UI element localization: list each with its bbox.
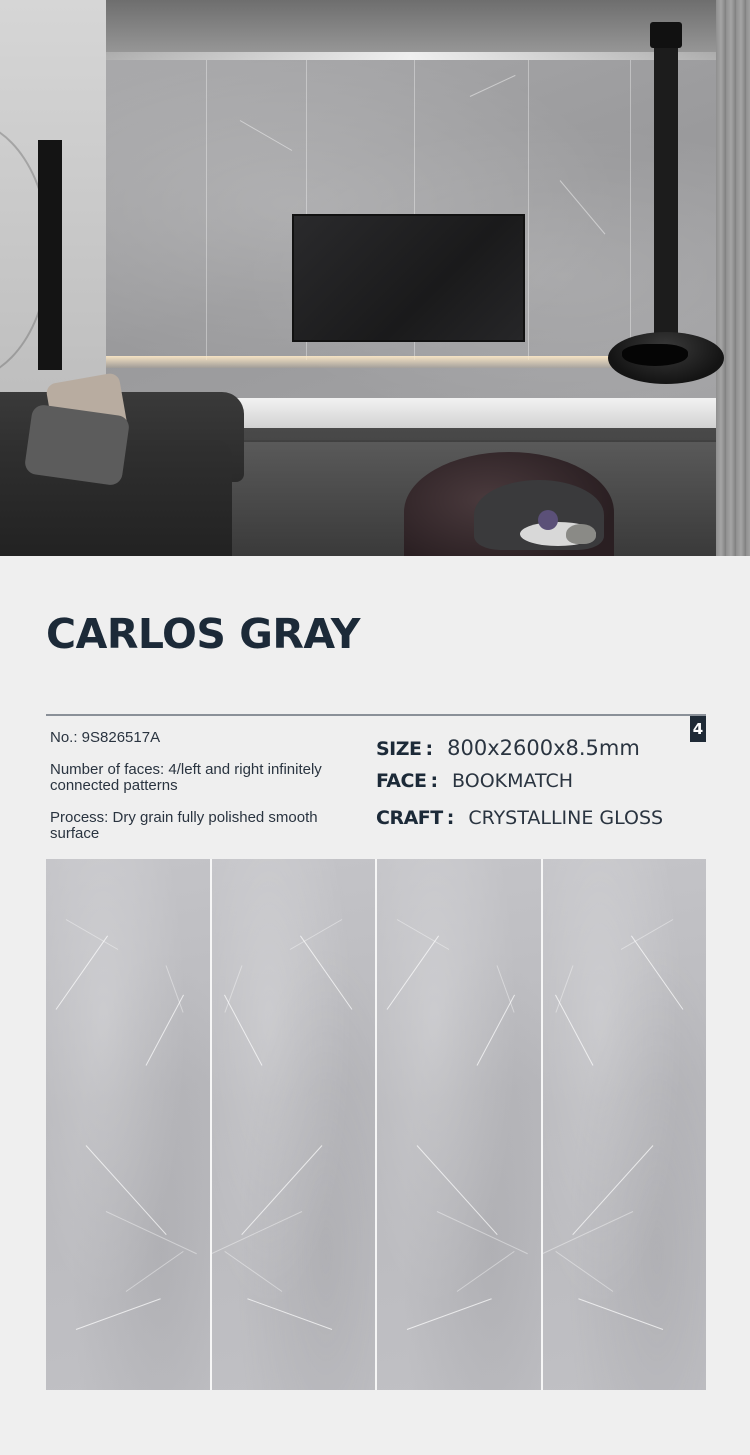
marble-vein <box>578 1298 663 1330</box>
spec-size <box>376 736 640 760</box>
marble-vein <box>630 935 682 1009</box>
spec-size-separator: : <box>425 738 434 760</box>
marble-vein <box>555 995 593 1066</box>
wall-art <box>38 140 62 370</box>
marble-vein <box>497 965 515 1012</box>
spec-face-separator: : <box>430 770 439 792</box>
marble-vein <box>620 919 672 950</box>
product-number: No.: 9S826517A <box>50 729 161 746</box>
marble-vein <box>397 919 449 950</box>
marble-slab-panel <box>543 859 707 1390</box>
marble-vein <box>66 919 118 950</box>
marble-vein <box>76 1298 161 1330</box>
spec-craft <box>376 807 663 829</box>
number-of-faces: Number of faces: 4/left and right infinitely connected patterns <box>50 761 322 794</box>
marble-vein <box>477 995 515 1066</box>
fireplace-cap <box>650 22 682 48</box>
spec-craft-value: CRYSTALLINE GLOSS <box>468 807 664 829</box>
process-description: Process: Dry grain fully polished smooth surface <box>50 809 318 842</box>
ceiling-light <box>100 52 720 60</box>
marble-slab-panel <box>46 859 210 1390</box>
marble-vein <box>457 1251 515 1292</box>
marble-vein <box>299 935 351 1009</box>
spec-face-label: FACE <box>376 770 427 792</box>
wall-seam <box>630 60 631 360</box>
page-number-badge: 4 <box>690 716 706 742</box>
marble-vein <box>166 965 184 1012</box>
marble-vein <box>247 1298 332 1330</box>
marble-vein <box>224 965 242 1012</box>
marble-vein <box>224 995 262 1066</box>
spec-face-value: BOOKMATCH <box>452 770 574 792</box>
slab-panels <box>46 859 706 1390</box>
tv-shelf <box>200 398 720 428</box>
marble-vein <box>407 1298 492 1330</box>
marble-vein <box>555 1251 613 1292</box>
hero-room-image <box>0 0 750 556</box>
marble-vein <box>56 935 108 1009</box>
divider-rule <box>46 714 706 716</box>
pillow <box>24 404 131 487</box>
wall-seam <box>528 60 529 360</box>
marble-vein <box>224 1251 282 1292</box>
fireplace-opening <box>622 344 688 366</box>
spec-face <box>376 770 573 792</box>
marble-vein <box>289 919 341 950</box>
spec-size-label: SIZE <box>376 738 422 760</box>
decor-fruit <box>538 510 558 530</box>
marble-slab-panel <box>377 859 541 1390</box>
marble-vein <box>387 935 439 1009</box>
wall-seam <box>206 60 207 360</box>
fireplace-flue <box>654 22 678 352</box>
marble-vein <box>555 965 573 1012</box>
spec-craft-label: CRAFT <box>376 807 443 829</box>
decor-shell <box>566 524 596 544</box>
marble-vein <box>126 1251 184 1292</box>
spec-size-value: 800x2600x8.5mm <box>447 736 640 760</box>
curtain <box>716 0 750 556</box>
spec-craft-separator: : <box>446 807 455 829</box>
product-title: CARLOS GRAY <box>46 610 360 658</box>
television <box>292 214 525 342</box>
marble-vein <box>146 995 184 1066</box>
ceiling <box>0 0 750 60</box>
marble-slab-panel <box>212 859 376 1390</box>
shelf-shadow <box>200 428 720 442</box>
